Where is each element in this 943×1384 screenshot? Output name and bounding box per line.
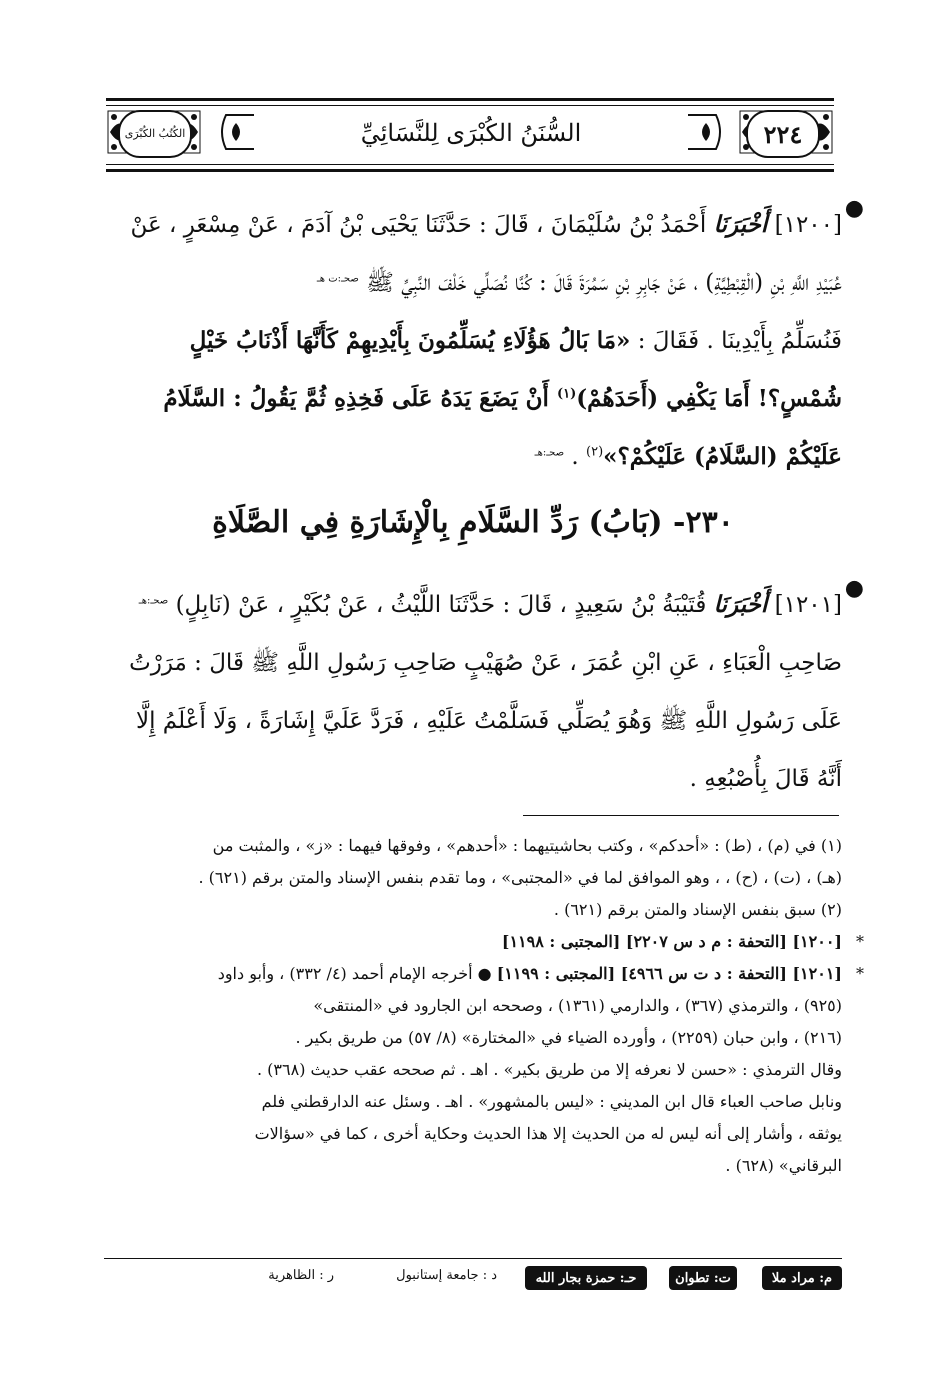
- manuscript-t-label: ت: تطوان: [675, 1270, 731, 1286]
- isnad-text: قُتَيْبَةُ بْنُ سَعِيدٍ ، قَالَ : حَدَّثَنَا اللَّيْثُ ، عَنْ بُكَيْرٍ ، عَنْ (نَابِلٍ): [175, 592, 707, 618]
- period: .: [571, 444, 579, 470]
- bullet-icon: ●: [844, 576, 864, 601]
- hadith-1200-line-1: [104, 196, 842, 254]
- hadith-1201-line-4: [104, 750, 842, 808]
- takhrij-1201-line-6: يوثقه ، وأشار إلى أنه ليس له من الحديث إلا هذا الحديث وحكاية أخرى ، كما في «سؤالات: [254, 1124, 842, 1143]
- footnote-1-line-1: (١) في (م) ، (ط) : «أحدكم» ، وكتب بحاشيتيهما : «أحدهم» ، وفوقها فيهما : «ز» ، والمثبت من: [212, 836, 842, 855]
- title-ornament-right-icon: [686, 111, 726, 153]
- takhrij-1201-line-4: وقال الترمذي : «حسن لا نعرفه إلا من طريق بكير» . اهـ . ثم صححه عقب حديث (٣٦٨) .: [256, 1060, 842, 1079]
- hadith-1200-line-3: [104, 312, 842, 370]
- star-icon: *: [856, 964, 864, 983]
- prophetic-speech: أَنْ يَضَعَ يَدَهُ عَلَى فَخِذِهِ ثُمَّ يَقُولُ : السَّلَامُ: [163, 385, 549, 412]
- star-icon: *: [856, 932, 864, 951]
- manuscript-t: [669, 1266, 737, 1290]
- correction-mark: صحـ:هـ: [138, 595, 169, 607]
- page-number-text: ٢٢٤: [763, 119, 803, 149]
- footnote-ref[interactable]: (١): [556, 386, 577, 402]
- matn-text: فَنُسَلِّمُ بِأَيْدِينَا . فَقَالَ :: [637, 328, 842, 354]
- hadith-1201-line-2: [104, 634, 842, 692]
- takhrij-1201-line-5: ونابل صاحب العباء قال ابن المديني : «ليس بالمشهور» . اهـ . وسئل عنه الدارقطني فلم: [261, 1092, 842, 1111]
- footnote-2: (٢) سبق بنفس الإسناد والمتن برقم (٦٢١) .: [553, 900, 842, 919]
- series-logo-text: الكُتُبُ الكُبْرَى: [124, 127, 186, 140]
- akhbarana-word: أَخْبَرَنَا: [713, 591, 768, 618]
- takhrij-1201: [104, 958, 864, 990]
- chapter-title: ٢٣٠- (بَابُ) رَدِّ السَّلَامِ بِالْإِشَارَةِ فِي الصَّلَاةِ: [212, 505, 734, 540]
- page-number: [746, 110, 820, 158]
- prophetic-speech: شُمْسٍ؟! أَمَا يَكْفِي (أَحَدَهُمْ): [576, 385, 842, 412]
- footnote-separator: [523, 815, 839, 816]
- hadith-1201-line-3: [104, 692, 842, 750]
- takhrij-1200-refs: [١٢٠٠] [التحفة : م د س ٢٢٠٧] [المجتبى : ١١٩٨]: [501, 932, 842, 951]
- footnote-ref[interactable]: (٢): [586, 444, 604, 460]
- hadith-1200-line-4: [104, 370, 842, 428]
- title-ornament-left-icon: [216, 111, 256, 153]
- footnotes: [104, 830, 864, 1182]
- takhrij-1201-line-3: (٢١٦) ، وابن حبان (٢٢٥٩) ، وأورده الضياء في «المختارة» (٨/ ٥٧) من طريق بكير .: [295, 1028, 842, 1047]
- hadith-number: [١٢٠٠]: [774, 212, 842, 238]
- manuscript-d: د : جامعة إستانبول: [396, 1268, 497, 1283]
- bottom-rule: [104, 1258, 842, 1259]
- manuscript-codes: [104, 1264, 842, 1294]
- page-header: [106, 98, 834, 172]
- takhrij-1201-line-2: (٩٢٥) ، والترمذي (٣٦٧) ، والدارمي (١٣٦١) ، وصححه ابن الجارود في «المنتقى»: [313, 996, 842, 1015]
- hadith-1200: [104, 196, 864, 486]
- footnote-1-line-2: (هـ) ، (ت) ، (ح) ، ، وهو الموافق لما في «المجتبى» ، وما تقدم بنفس الإسناد والمتن برقم (٦٢١) .: [198, 868, 842, 887]
- manuscript-m-label: م: مراد ملا: [771, 1270, 833, 1286]
- bullet-icon: ●: [844, 196, 864, 221]
- hadith-1200-line-5: [104, 428, 842, 486]
- matn-text: أَنَّهُ قَالَ بِأُصْبُعِهِ .: [689, 766, 842, 792]
- manuscript-h: [525, 1266, 647, 1290]
- takhrij-1201-refs: [١٢٠١] [التحفة : د ت س ٤٩٦٦] [المجتبى : ١١٩٩]: [496, 964, 842, 983]
- hadith-1201-line-1: [104, 576, 842, 634]
- isnad-text: عُبَيْدِ اللَّهِ بْنِ (الْقِبْطِيَّةِ) ، عَنْ جَابِرِ بْنِ سَمُرَةَ قَالَ : كُنَّا نُصَلِّي خَلْفَ النَّبِيِّ ﷺ: [366, 270, 842, 296]
- correction-mark: صحـ:هـ: [534, 447, 565, 459]
- takhrij-1201-text: ● أخرجه الإمام أحمد (٤/ ٣٣٢) ، وأبو داود: [217, 964, 492, 983]
- series-logo: [118, 110, 192, 158]
- correction-mark: صحـ:ت هـ: [316, 273, 359, 285]
- hadith-1200-line-2: [104, 254, 842, 312]
- takhrij-1200: [104, 926, 864, 958]
- manuscript-m: [762, 1266, 842, 1290]
- matn-text: عَلَى رَسُولِ اللَّهِ ﷺ وَهُوَ يُصَلِّي فَسَلَّمْتُ عَلَيْهِ ، فَرَدَّ عَلَيَّ إِشَارَةً ، وَلَا أَعْلَمُ إِلَّا: [135, 708, 842, 734]
- isnad-text: صَاحِبِ الْعَبَاءِ ، عَنِ ابْنِ عُمَرَ ، عَنْ صُهَيْبٍ صَاحِبِ رَسُولِ اللَّهِ ﷺ قَالَ : مَرَرْتُ: [129, 650, 842, 676]
- hadith-1201: [104, 576, 864, 808]
- hadith-number: [١٢٠١]: [774, 592, 842, 618]
- running-title: السُّنَنُ الكُبْرَى لِلنَّسَائِيِّ: [360, 119, 582, 147]
- manuscript-h-label: حـ: حمزة بجار الله: [535, 1270, 637, 1286]
- prophetic-speech: عَلَيْكُمْ (السَّلَامُ) عَلَيْكُمْ؟»: [603, 443, 842, 470]
- manuscript-r: ر : الظاهرية: [268, 1268, 334, 1283]
- takhrij-1201-line-7: البرقاني» (٦٢٨) .: [725, 1156, 842, 1175]
- isnad-text: أَحْمَدُ بْنُ سُلَيْمَانَ ، قَالَ : حَدَّثَنَا يَحْيَى بْنُ آدَمَ ، عَنْ مِسْعَرٍ ، عَنْ: [130, 212, 707, 238]
- prophetic-speech: «مَا بَالُ هَؤُلَاءِ يُسَلِّمُونَ بِأَيْدِيهِمْ كَأَنَّهَا أَذْنَابُ خَيْلٍ: [189, 327, 631, 354]
- akhbarana-word: أَخْبَرَنَا: [713, 211, 768, 238]
